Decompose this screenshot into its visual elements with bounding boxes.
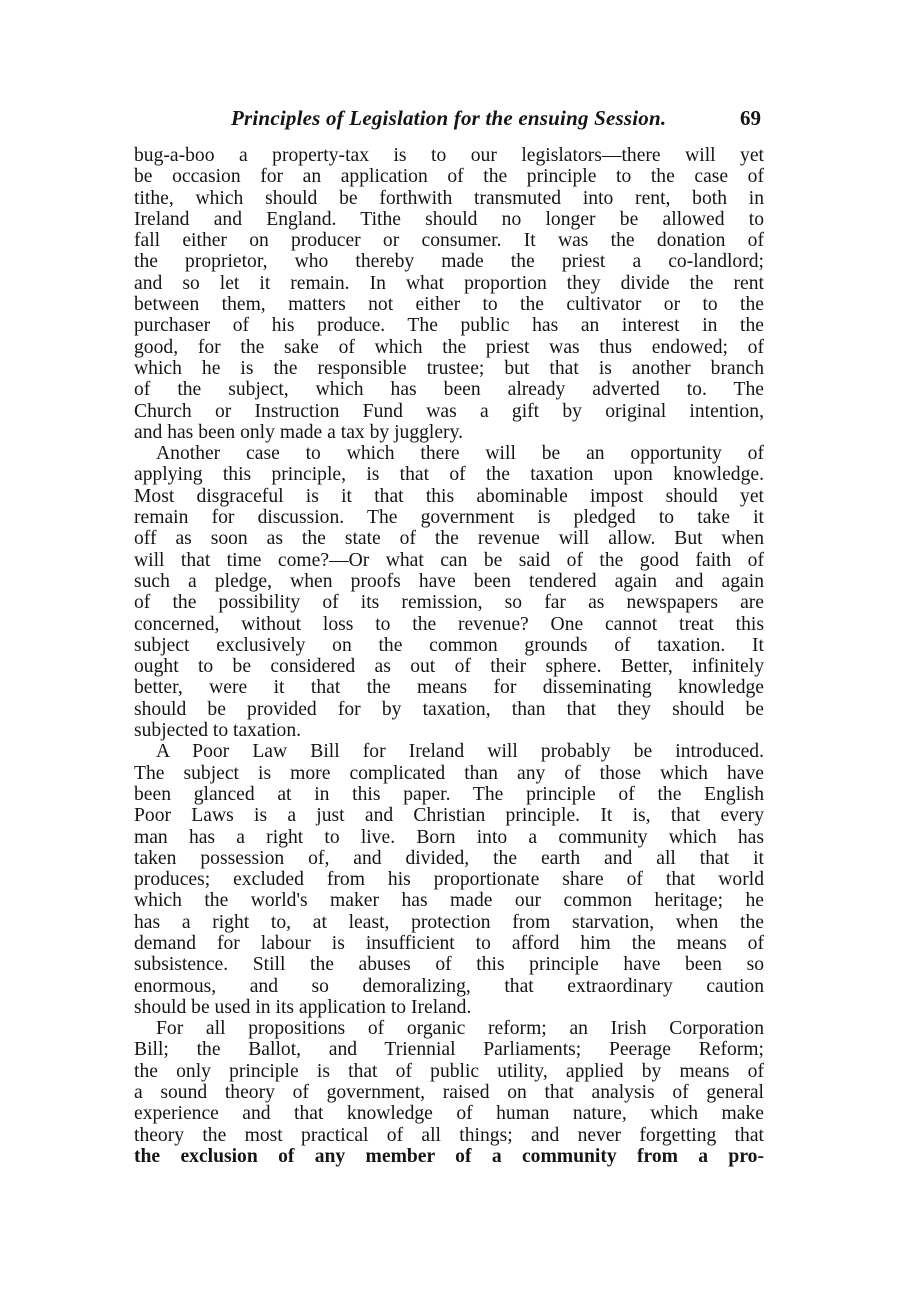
- text-line: and has been only made a tax by jugglery.: [134, 421, 463, 443]
- text-line: enormous, and so demoralizing, that extraordinary caution: [134, 975, 764, 997]
- text-line: produces; excluded from his proportionate share of that world: [134, 869, 764, 891]
- text-line: should be provided for by taxation, than that they should be: [134, 698, 764, 720]
- text-line: taken possession of, and divided, the earth and all that it: [134, 847, 764, 869]
- text-line: tithe, which should be forthwith transmuted into rent, both in: [134, 187, 764, 209]
- text-line: remain for discussion. The government is pledged to take it: [134, 507, 764, 529]
- text-line: subjected to taxation.: [134, 720, 302, 742]
- text-line: For all propositions of organic reform; an Irish Corporation: [156, 1018, 764, 1040]
- text-line: bug-a-boo a property-tax is to our legislators—there will yet: [134, 145, 764, 166]
- text-line: better, were it that the means for disseminating knowledge: [134, 677, 764, 699]
- text-line: Church or Instruction Fund was a gift by original intention,: [134, 400, 764, 422]
- text-line: A Poor Law Bill for Ireland will probably be introduced.: [156, 741, 764, 763]
- text-line: be occasion for an application of the principle to the case of: [134, 166, 764, 188]
- text-line: Another case to which there will be an opportunity of: [156, 443, 764, 465]
- text-line: The subject is more complicated than any of those which have: [134, 762, 764, 784]
- text-line: Ireland and England. Tithe should no longer be allowed to: [134, 208, 764, 230]
- text-line: experience and that knowledge of human nature, which make: [134, 1103, 764, 1125]
- text-line: ought to be considered as out of their sphere. Better, infinitely: [134, 656, 764, 678]
- text-line: good, for the sake of which the priest was thus endowed; of: [134, 336, 764, 358]
- text-line: which he is the responsible trustee; but that is another branch: [134, 357, 764, 379]
- running-head: [133, 104, 769, 132]
- page-number: 69: [740, 106, 761, 130]
- text-line: off as soon as the state of the revenue will allow. But when: [134, 528, 764, 550]
- text-line: purchaser of his produce. The public has an interest in the: [134, 315, 764, 337]
- text-line: Bill; the Ballot, and Triennial Parliaments; Peerage Reform;: [134, 1039, 764, 1061]
- text-line: the exclusion of any member of a community from a pro-: [134, 1145, 764, 1167]
- text-line: Most disgraceful is it that this abominable impost should yet: [134, 485, 764, 507]
- text-line: which the world's maker has made our common heritage; he: [134, 890, 764, 912]
- text-line: a sound theory of government, raised on that analysis of general: [134, 1082, 764, 1104]
- text-line: subsistence. Still the abuses of this principle have been so: [134, 954, 764, 976]
- text-line: been glanced at in this paper. The principle of the English: [134, 783, 764, 805]
- text-line: applying this principle, is that of the taxation upon knowledge.: [134, 464, 764, 486]
- text-line: Poor Laws is a just and Christian principle. It is, that every: [134, 805, 764, 827]
- text-line: subject exclusively on the common grounds of taxation. It: [134, 634, 764, 656]
- text-line: the proprietor, who thereby made the priest a co-landlord;: [134, 251, 764, 273]
- body-text: [134, 145, 764, 1167]
- text-line: should be used in its application to Ireland.: [134, 996, 472, 1018]
- text-line: fall either on producer or consumer. It was the donation of: [134, 230, 764, 252]
- running-title: Principles of Legislation for the ensuing Session.: [231, 106, 667, 130]
- text-line: of the subject, which has been already adverted to. The: [134, 379, 764, 401]
- text-line: has a right to, at least, protection from starvation, when the: [134, 911, 764, 933]
- text-line: demand for labour is insufficient to afford him the means of: [134, 932, 764, 954]
- text-line: the only principle is that of public utility, applied by means of: [134, 1060, 764, 1082]
- text-line: between them, matters not either to the cultivator or to the: [134, 294, 764, 316]
- text-line: theory the most practical of all things; and never forgetting that: [134, 1124, 764, 1146]
- text-line: such a pledge, when proofs have been tendered again and again: [134, 570, 764, 592]
- text-line: concerned, without loss to the revenue? One cannot treat this: [134, 613, 764, 635]
- text-line: of the possibility of its remission, so far as newspapers are: [134, 592, 764, 614]
- text-line: and so let it remain. In what proportion they divide the rent: [134, 272, 764, 294]
- text-line: man has a right to live. Born into a community which has: [134, 826, 764, 848]
- text-line: will that time come?—Or what can be said of the good faith of: [134, 549, 764, 571]
